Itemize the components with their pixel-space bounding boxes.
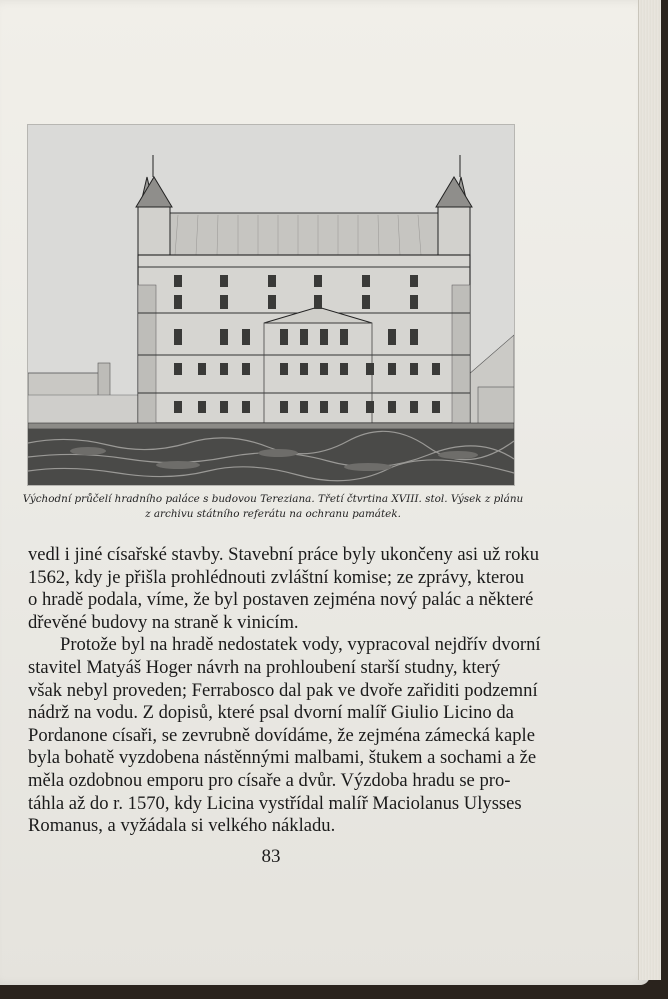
text-line: nádrž na vodu. Z dopisů, které psal dvorní malíř Giulio Licino da — [28, 702, 514, 724]
text-line: táhla až do r. 1570, kdy Licina vystřídal malíř Maciolanus Ulysses — [28, 792, 522, 814]
page-number: 83 — [261, 846, 281, 867]
text-line: vedl i jiné císařské stavby. Stavební práce byly ukončeny asi už roku — [28, 544, 540, 565]
body-text — [28, 544, 541, 838]
text-line: měla ozdobnou emporu pro císaře a dvůr. Výzdoba hradu se pro- — [28, 769, 511, 791]
page-edges — [638, 0, 661, 980]
figure-caption — [20, 492, 526, 522]
text-line: 1562, kdy je přišla prohlédnouti zvláštní komise; ze zprávy, kterou — [28, 566, 525, 588]
text-line: však nebyl proveden; Ferrabosco dal pak ve dvoře zařiditi podzemní — [28, 679, 538, 701]
caption-line-2: z archivu státního referátu na ochranu památek. — [145, 508, 401, 520]
text-line: dřevěné budovy na straně k vinicím. — [28, 611, 299, 633]
palace-engraving — [27, 124, 515, 486]
text-line: stavitel Matyáš Hoger návrh na prohloubení starší studny, který — [28, 656, 501, 678]
text-line: byla bohatě vyzdobena nástěnnými malbami, štukem a sochami a že — [28, 747, 537, 769]
text-line: Protože byl na hradě nedostatek vody, vypracoval nejdřív dvorní — [60, 634, 541, 656]
text-line: Pordanone císaři, se zevrubně dovídáme, že zejména zámecká kaple — [28, 724, 535, 746]
text-line: Romanus, a vyžádala si velkého nákladu. — [28, 815, 336, 837]
caption-line-1: Východní průčelí hradního paláce s budovou Tereziana. Třetí čtvrtina XVIII. stol. Výsek z plánu — [22, 493, 524, 505]
text-line: o hradě podala, víme, že byl postaven zejména nový palác a některé — [28, 589, 534, 611]
